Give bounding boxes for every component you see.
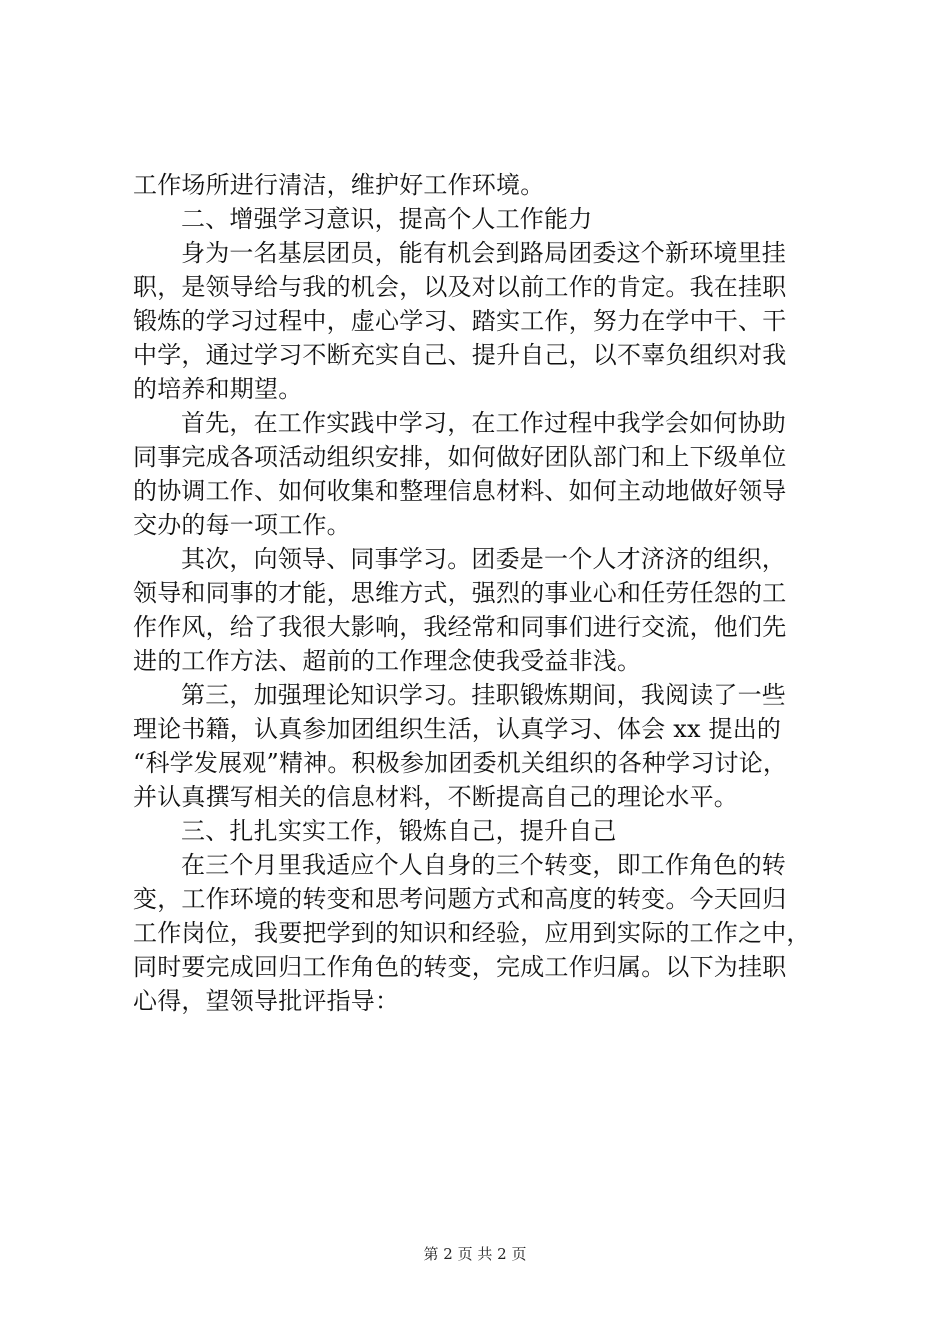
paragraph-line: 身为一名基层团员，能有机会到路局团委这个新环境里挂 [181,239,786,267]
paragraph-line: 三、扎扎实实工作，锻炼自己，提升自己 [181,817,617,845]
paragraph-line: 变，工作环境的转变和思考问题方式和高度的转变。今天回归 [133,885,787,913]
paragraph-line: 的协调工作、如何收集和整理信息材料、如何主动地做好领导 [133,477,787,505]
paragraph-line: 工作场所进行清洁，维护好工作环境。 [133,171,545,199]
paragraph-line: 职，是领导给与我的机会，以及对以前工作的肯定。我在挂职 [133,273,787,301]
paragraph-line: 二、增强学习意识，提高个人工作能力 [181,205,593,233]
page-footer: 第 2 页 共 2 页 [423,1245,527,1263]
paragraph-line: 锻炼的学习过程中，虚心学习、踏实工作，努力在学中干、干 [133,307,787,335]
document-body [133,168,833,1018]
paragraph-line: 交办的每一项工作。 [133,511,351,539]
paragraph-line: 在三个月里我适应个人自身的三个转变，即工作角色的转 [181,851,786,879]
paragraph-line: 并认真撰写相关的信息材料，不断提高自己的理论水平。 [133,783,738,811]
paragraph-line: 第三，加强理论知识学习。挂职锻炼期间，我阅读了一些 [181,681,786,709]
paragraph-line: 心得，望领导批评指导： [133,987,400,1015]
paragraph-line: 中学，通过学习不断充实自己、提升自己，以不辜负组织对我 [133,341,787,369]
paragraph-line: “科学发展观”精神。积极参加团委机关组织的各种学习讨论， [133,749,788,777]
paragraph-line: 首先，在工作实践中学习，在工作过程中我学会如何协助 [181,409,786,437]
paragraph-line: 同事完成各项活动组织安排，如何做好团队部门和上下级单位 [133,443,787,471]
paragraph-line: 工作岗位，我要把学到的知识和经验，应用到实际的工作之中， [133,919,811,947]
paragraph-line: 同时要完成回归工作角色的转变，完成工作归属。以下为挂职 [133,953,787,981]
paragraph-line: 理论书籍，认真参加团组织生活，认真学习、体会 xx 提出的 [133,715,782,743]
paragraph-line: 其次，向领导、同事学习。团委是一个人才济济的组织， [181,545,786,573]
paragraph-line: 领导和同事的才能，思维方式，强烈的事业心和任劳任怨的工 [133,579,787,607]
paragraph-line: 的培养和期望。 [133,375,303,403]
paragraph-line: 作作风，给了我很大影响，我经常和同事们进行交流，他们先 [133,613,787,641]
paragraph-line: 进的工作方法、超前的工作理念使我受益非浅。 [133,647,642,675]
